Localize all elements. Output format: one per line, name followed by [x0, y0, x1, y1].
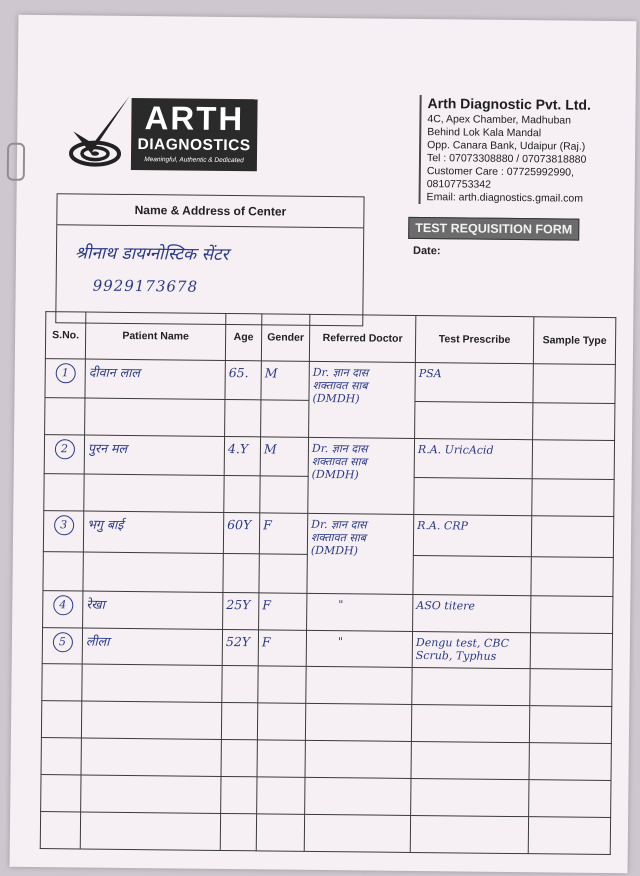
- header-test-prescribe: Test Prescribe: [415, 315, 533, 363]
- table-row: [43, 590, 613, 633]
- requisition-form-page: [10, 15, 637, 873]
- empty-cell: [80, 812, 220, 850]
- empty-cell: [411, 779, 529, 817]
- row-patient-name: [84, 474, 224, 512]
- table-row: [42, 627, 612, 670]
- company-info: [419, 95, 638, 206]
- doctor-line: शक्तावत साब: [312, 378, 368, 393]
- email-line: Email: arth.diagnostics.gmail.com: [426, 191, 584, 205]
- row-gender: M: [261, 361, 309, 400]
- empty-cell: [412, 668, 530, 706]
- header-sample-type: Sample Type: [533, 317, 615, 365]
- empty-cell: [41, 701, 81, 738]
- row-sno-cell: [44, 434, 84, 473]
- row-age: 65.: [225, 360, 261, 399]
- row-patient-name: रेखा: [83, 591, 223, 629]
- empty-cell: [257, 703, 305, 740]
- address-line: Behind Lok Kala Mandal: [427, 126, 542, 140]
- row-age: 52Y: [222, 629, 258, 666]
- doctor-line: ": [338, 597, 344, 611]
- center-box-title: Name & Address of Center: [57, 194, 363, 228]
- empty-cell: [304, 814, 410, 852]
- row-test-prescribe: PSA: [415, 362, 533, 402]
- row-sno: 1: [55, 363, 75, 383]
- address-line: Opp. Canara Bank, Udaipur (Raj.): [427, 139, 586, 153]
- row-sample-type: [531, 515, 613, 557]
- empty-cell: [81, 738, 221, 776]
- empty-cell: [411, 705, 529, 743]
- doctor-line: Dr. ज्ञान दास: [311, 441, 368, 456]
- row-sno-cell: [42, 627, 82, 664]
- logo-tagline: Meaningful, Authentic & Dedicated: [144, 156, 244, 165]
- target-check-icon: [63, 91, 136, 172]
- row-sample-type: [531, 556, 613, 596]
- empty-cell: [529, 780, 611, 818]
- row-test-prescribe: [414, 477, 532, 515]
- row-patient-name: [85, 398, 225, 436]
- row-sno-cell: [44, 473, 84, 510]
- center-phone-handwritten: 9929173678: [92, 276, 199, 296]
- empty-cell: [305, 704, 411, 742]
- form-title: TEST REQUISITION FORM: [408, 217, 579, 241]
- doctor-line: Dr. ज्ञान दास: [312, 365, 369, 380]
- company-logo: [59, 85, 270, 179]
- empty-cell: [411, 742, 529, 780]
- header-sno: S.No.: [45, 312, 85, 359]
- empty-cell: [258, 666, 306, 703]
- header-referred-doctor: Referred Doctor: [309, 314, 415, 362]
- row-age: [225, 399, 261, 436]
- empty-cell: [222, 666, 258, 703]
- row-gender: [259, 554, 307, 593]
- row-test-prescribe: [415, 401, 533, 439]
- row-referred-doctor: [307, 513, 414, 594]
- row-age: 25Y: [223, 592, 259, 629]
- row-patient-name: पुरन मल: [84, 435, 224, 475]
- logo-diagnostics-text: DIAGNOSTICS: [137, 136, 251, 155]
- row-gender: M: [260, 437, 308, 476]
- row-age: 60Y: [223, 512, 259, 553]
- row-sample-type: [531, 595, 613, 633]
- empty-cell: [257, 777, 305, 814]
- logo-wordmark: [131, 98, 258, 171]
- row-gender: F: [259, 592, 307, 629]
- row-gender: F: [258, 629, 306, 666]
- telephone-line: Tel : 07073308880 / 07073818880: [426, 152, 587, 166]
- row-sno-cell: [43, 551, 83, 590]
- header-gender: Gender: [261, 314, 309, 362]
- empty-cell: [305, 741, 411, 779]
- patient-table: [40, 311, 617, 855]
- table-row: [44, 434, 614, 479]
- row-sample-type: [533, 364, 615, 404]
- row-test-prescribe: ASO titere: [413, 594, 531, 632]
- row-sample-type: [533, 403, 615, 441]
- row-sno: 4: [53, 595, 73, 615]
- customer-care-line: Customer Care : 07725992990, 08107753342: [426, 165, 575, 191]
- table-row-empty: [40, 812, 610, 855]
- doctor-line: (DMDH): [311, 467, 359, 482]
- empty-cell: [256, 814, 304, 852]
- empty-cell: [42, 664, 82, 701]
- row-gender: [260, 476, 308, 513]
- empty-cell: [41, 775, 81, 812]
- header-patient-name: Patient Name: [85, 312, 225, 360]
- doctor-line: शक्तावत साब: [311, 454, 367, 469]
- row-sno-cell: [45, 398, 85, 435]
- row-sno-cell: [43, 590, 83, 627]
- row-sno: 5: [52, 632, 72, 652]
- table-row: [45, 359, 615, 404]
- row-patient-name: [83, 552, 223, 592]
- row-patient-name: दीवान लाल: [85, 359, 225, 399]
- empty-cell: [82, 664, 222, 702]
- row-test-prescribe: [413, 555, 531, 595]
- row-sample-type: [530, 632, 612, 670]
- doctor-line: ": [337, 634, 344, 648]
- table-row-empty: [41, 701, 611, 744]
- doctor-line: Dr. ज्ञान दास: [311, 517, 367, 532]
- empty-cell: [221, 777, 257, 814]
- empty-cell: [410, 815, 528, 853]
- row-age: [223, 553, 259, 592]
- row-patient-name: लीला: [82, 628, 222, 666]
- header-age: Age: [225, 313, 261, 360]
- row-test-prescribe: Dengu test, CBC Scrub, Typhus: [412, 631, 530, 669]
- row-referred-doctor: [306, 630, 412, 668]
- empty-cell: [40, 812, 80, 849]
- address-line: 4C, Apex Chamber, Madhuban: [427, 113, 572, 127]
- empty-cell: [306, 667, 412, 705]
- row-sno-cell: [43, 510, 83, 551]
- row-gender: F: [259, 513, 307, 555]
- table-row: [43, 510, 613, 557]
- row-test-prescribe: R.A. UricAcid: [414, 438, 532, 478]
- table-row-empty: [42, 664, 612, 707]
- empty-cell: [221, 703, 257, 740]
- doctor-line: (DMDH): [312, 391, 360, 406]
- table-header-row: [45, 312, 615, 365]
- empty-cell: [305, 777, 411, 815]
- row-sample-type: [532, 440, 614, 480]
- row-patient-name: भगु बाई: [83, 511, 223, 553]
- empty-cell: [529, 743, 611, 781]
- row-age: 4.Y: [224, 436, 260, 475]
- empty-cell: [41, 738, 81, 775]
- doctor-line: (DMDH): [310, 543, 359, 558]
- empty-cell: [530, 669, 612, 707]
- company-name: Arth Diagnostic Pvt. Ltd.: [427, 95, 591, 113]
- empty-cell: [528, 817, 610, 855]
- row-gender: [261, 400, 309, 437]
- row-referred-doctor: [309, 361, 416, 438]
- doctor-line: शक्तावत साब: [310, 530, 367, 545]
- empty-cell: [529, 706, 611, 744]
- row-referred-doctor: [307, 593, 413, 631]
- row-sno: 3: [54, 515, 74, 535]
- row-sno-cell: [45, 359, 85, 398]
- row-test-prescribe: R.A. CRP: [413, 514, 531, 556]
- empty-cell: [81, 775, 221, 813]
- empty-cell: [220, 813, 256, 850]
- empty-cell: [221, 740, 257, 777]
- row-sno: 2: [54, 439, 74, 459]
- empty-cell: [257, 740, 305, 777]
- staple-mark: [7, 143, 25, 181]
- table-row-empty: [41, 775, 611, 818]
- row-sample-type: [532, 478, 614, 516]
- center-address-box: [55, 193, 364, 326]
- logo-arth-text: ARTH: [144, 99, 245, 138]
- row-age: [224, 475, 260, 512]
- table-row-empty: [41, 738, 611, 781]
- empty-cell: [81, 701, 221, 739]
- row-referred-doctor: [308, 437, 415, 514]
- center-name-handwritten: श्रीनाथ डायग्नोस्टिक सेंटर: [74, 243, 229, 266]
- date-label: Date:: [412, 244, 441, 258]
